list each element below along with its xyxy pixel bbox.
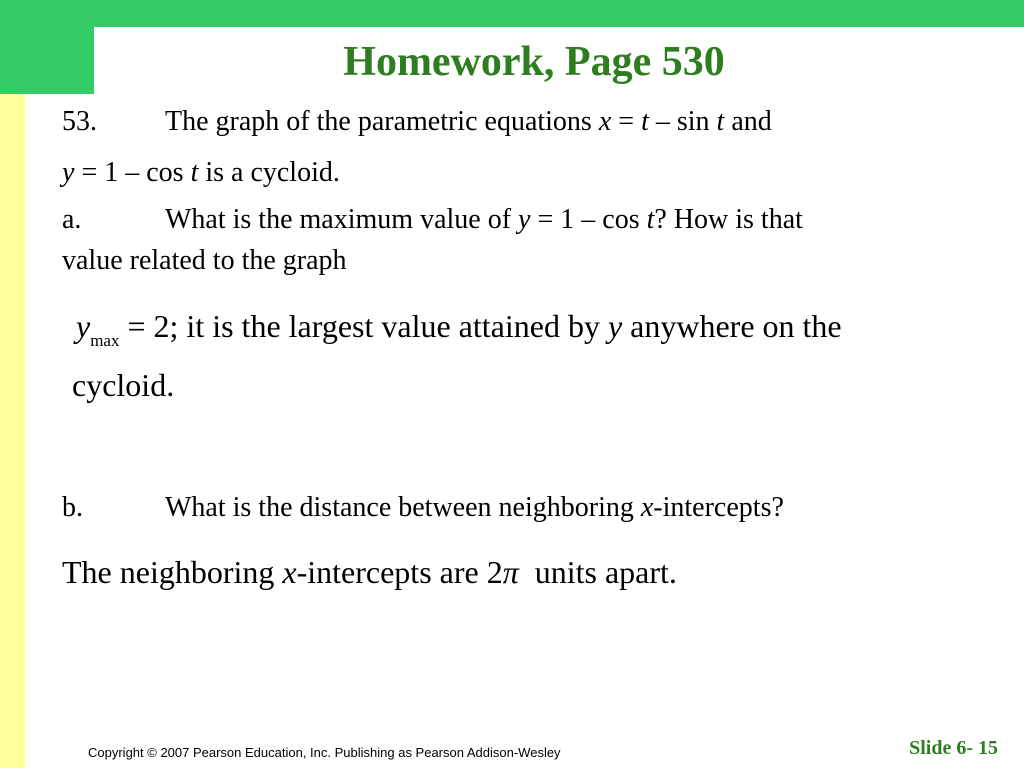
part-a-question-line-2: value related to the graph: [62, 245, 347, 276]
top-accent-bar: [0, 0, 1024, 27]
part-a-answer-line-1: $y_{max} = 2$; it is the largest value attained by y anywhere on the: [76, 308, 842, 350]
problem-intro: The graph of the parametric equations x = t – sin t and: [165, 106, 772, 137]
part-b-answer: The neighboring x-intercepts are 2π units apart.: [62, 554, 677, 590]
corner-accent-block: [0, 0, 94, 94]
slide-number: Slide 6- 15: [909, 737, 998, 759]
part-a-question-line-1: a. What is the maximum value of y = 1 – cos t? How is that: [62, 204, 803, 235]
problem-line-2: y = 1 – cos t is a cycloid.: [62, 157, 340, 188]
part-b-question: b. What is the distance between neighboring x-intercepts?: [62, 492, 784, 523]
part-a-label: a.: [62, 204, 82, 235]
copyright-notice: Copyright © 2007 Pearson Education, Inc. Publishing as Pearson Addison-Wesley: [88, 745, 561, 760]
part-a-answer-line-2: cycloid.: [72, 367, 175, 403]
left-accent-strip: [0, 94, 25, 768]
problem-number: 53.: [62, 106, 97, 137]
slide-title: Homework, Page 530: [343, 39, 725, 85]
part-b-label: b.: [62, 492, 83, 523]
problem-line-1: [62, 104, 772, 140]
